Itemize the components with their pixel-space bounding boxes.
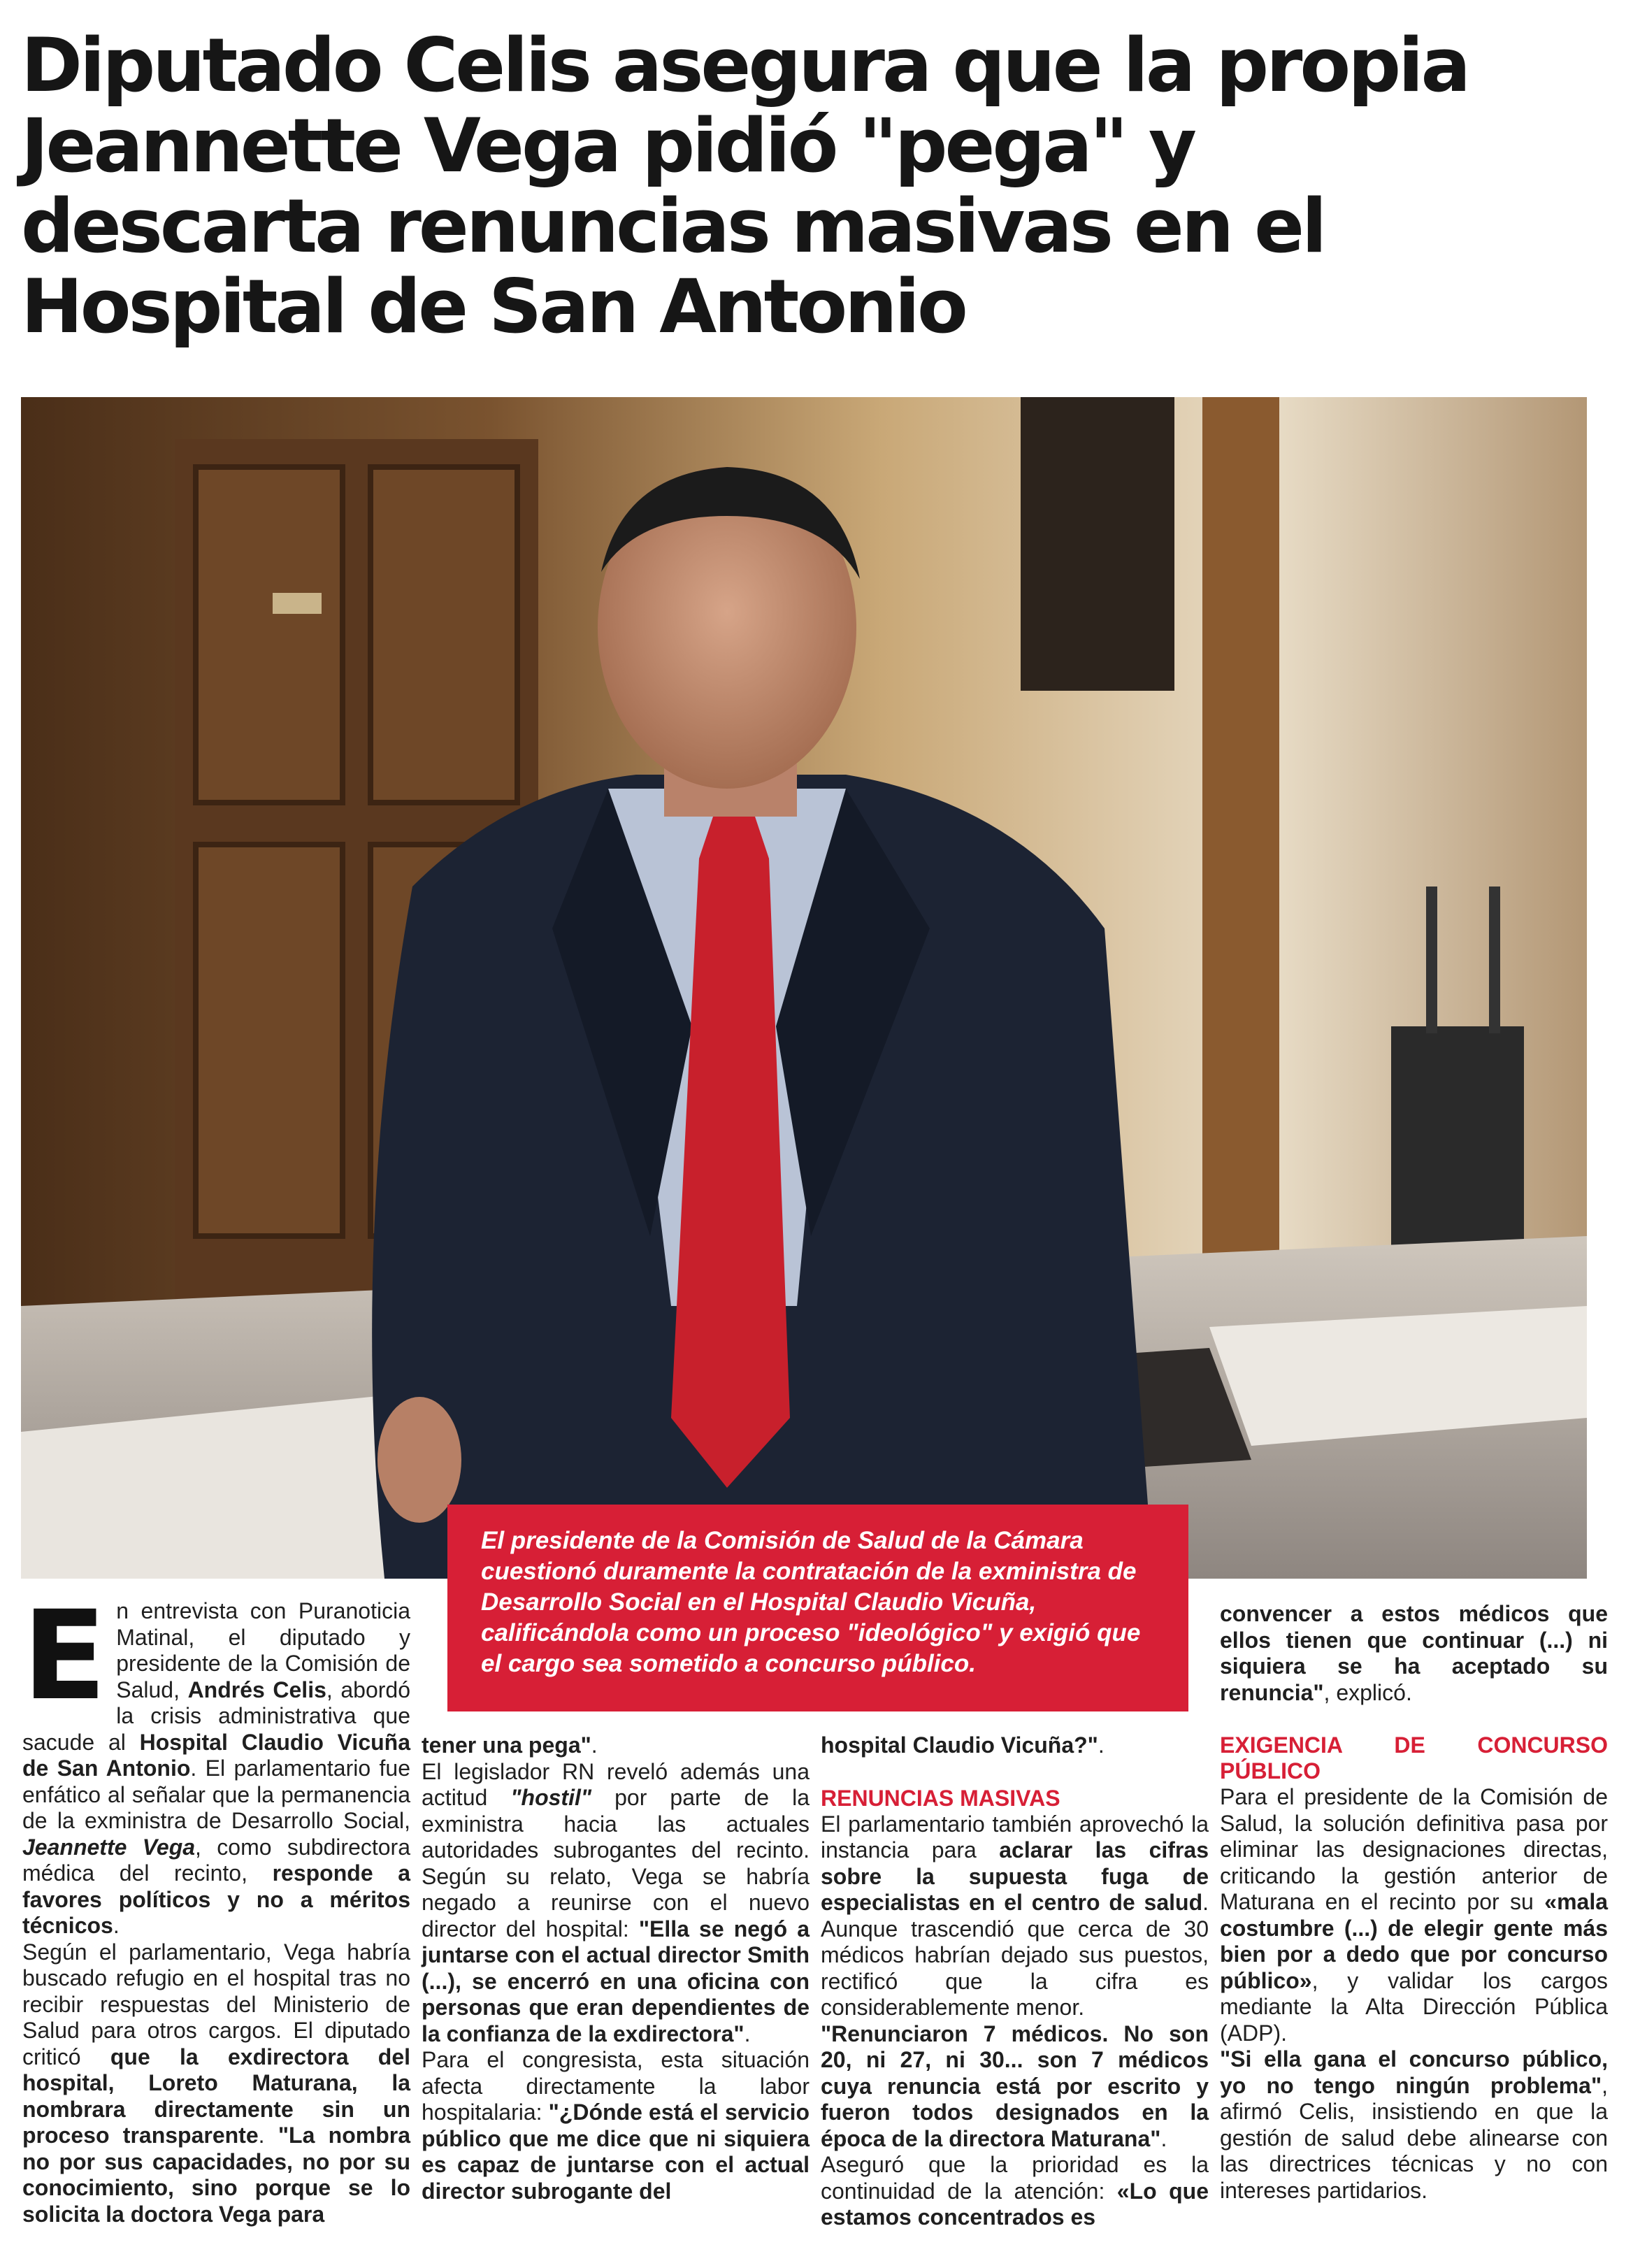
subheading-renuncias: RENUNCIAS MASIVAS <box>821 1785 1060 1811</box>
article-column-3 <box>821 1732 1209 2231</box>
paragraph: n entrevista con Puranoticia Matinal, el diputado y presidente de la Comisión de Salud, Andrés Celis, abordó la crisis administrativa que sacude al Hospital Claudio Vicuña de San Antonio. El parlamentario fue enfático al señalar que la permanencia de la exministra de Desarrollo Social, Jeannette Vega, como subdirectora médica del recinto, responde a favores políticos y no a méritos técnicos. <box>22 1598 411 1938</box>
paragraph: Aseguró que la prioridad es la continuidad de la atención: «Lo que estamos concentrados es <box>821 2152 1209 2230</box>
article-column-4 <box>1220 1601 1608 2204</box>
headline: Diputado Celis asegura que la propia Jeannette Vega pidió "pega" y descarta renuncias masivas en el Hospital de San Antonio <box>21 22 1468 350</box>
paragraph: "Renunciaron 7 médicos. No son 20, ni 27, ni 30... son 7 médicos cuya renuncia está por escrito y fueron todos designados en la época de la directora Maturana". <box>821 2021 1209 2151</box>
paragraph: Para el congresista, esta situación afecta directamente la labor hospitalaria: "¿Dónde está el servicio público que me dice que ni siquiera es capaz de juntarse con el actual director subrogante del <box>422 2047 810 2204</box>
paragraph: El legislador RN reveló además una actitud "hostil" por parte de la exministra hacia las actuales autoridades subrogantes del recinto. Según su relato, Vega se habría negado a reunirse con el nuevo director del hospital: "Ella se negó a juntarse con el actual director Smith (...), se encerró en una oficina con personas que eran dependientes de la confianza de la exdirectora". <box>422 1758 810 2046</box>
subheading-concurso: EXIGENCIA DE CONCURSO PÚBLICO <box>1220 1732 1608 1783</box>
paragraph: Según el parlamentario, Vega habría buscado refugio en el hospital tras no recibir respuestas del Ministerio de Salud para otros cargos. El diputado criticó que la exdirectora del hospital, Loreto Maturana, la nombrara directamente sin un proceso transparente. "La nombra no por sus capacidades, no por su conocimiento, sino porque se lo solicita la doctora Vega para <box>22 1939 411 2227</box>
paragraph: hospital Claudio Vicuña?". <box>821 1732 1105 1758</box>
article-column-2 <box>422 1732 810 2204</box>
paragraph: tener una pega". <box>422 1732 598 1758</box>
paragraph: El parlamentario también aprovechó la instancia para aclarar las cifras sobre la supuesta fuga de especialistas en el centro de salud. Aunque trascendió que cerca de 30 médicos habrían dejado sus puestos, rectificó que la cifra es considerablemente menor. <box>821 1811 1209 2020</box>
paragraph: "Si ella gana el concurso público, yo no tengo ningún problema", afirmó Celis, insistiendo en que la gestión de salud debe alinearse con las directrices técnicas y no con intereses partidarios. <box>1220 2046 1608 2203</box>
paragraph: Para el presidente de la Comisión de Salud, la solución definitiva pasa por eliminar las designaciones directas, criticando la gestión anterior de Maturana en el recinto por su «mala costumbre (...) de elegir gente más bien por a dedo que por concurso público», y validar los cargos mediante la Alta Dirección Pública (ADP). <box>1220 1784 1608 2046</box>
drop-cap: E <box>22 1584 107 1728</box>
man-walking-in-hallway-photo <box>21 397 1587 1579</box>
paragraph: convencer a estos médicos que ellos tienen que continuar (...) ni siquiera se ha aceptado su renuncia", explicó. <box>1220 1601 1608 1705</box>
photo-caption-box <box>447 1505 1188 1711</box>
article-column-1 <box>22 1584 411 2227</box>
photo-caption: El presidente de la Comisión de Salud de la Cámara cuestionó duramente la contratación de la exministra de Desarrollo Social en el Hospital Claudio Vicuña, calificándola como un proceso "ideológico" y exigió que el cargo sea sometido a concurso público. <box>481 1527 1141 1677</box>
